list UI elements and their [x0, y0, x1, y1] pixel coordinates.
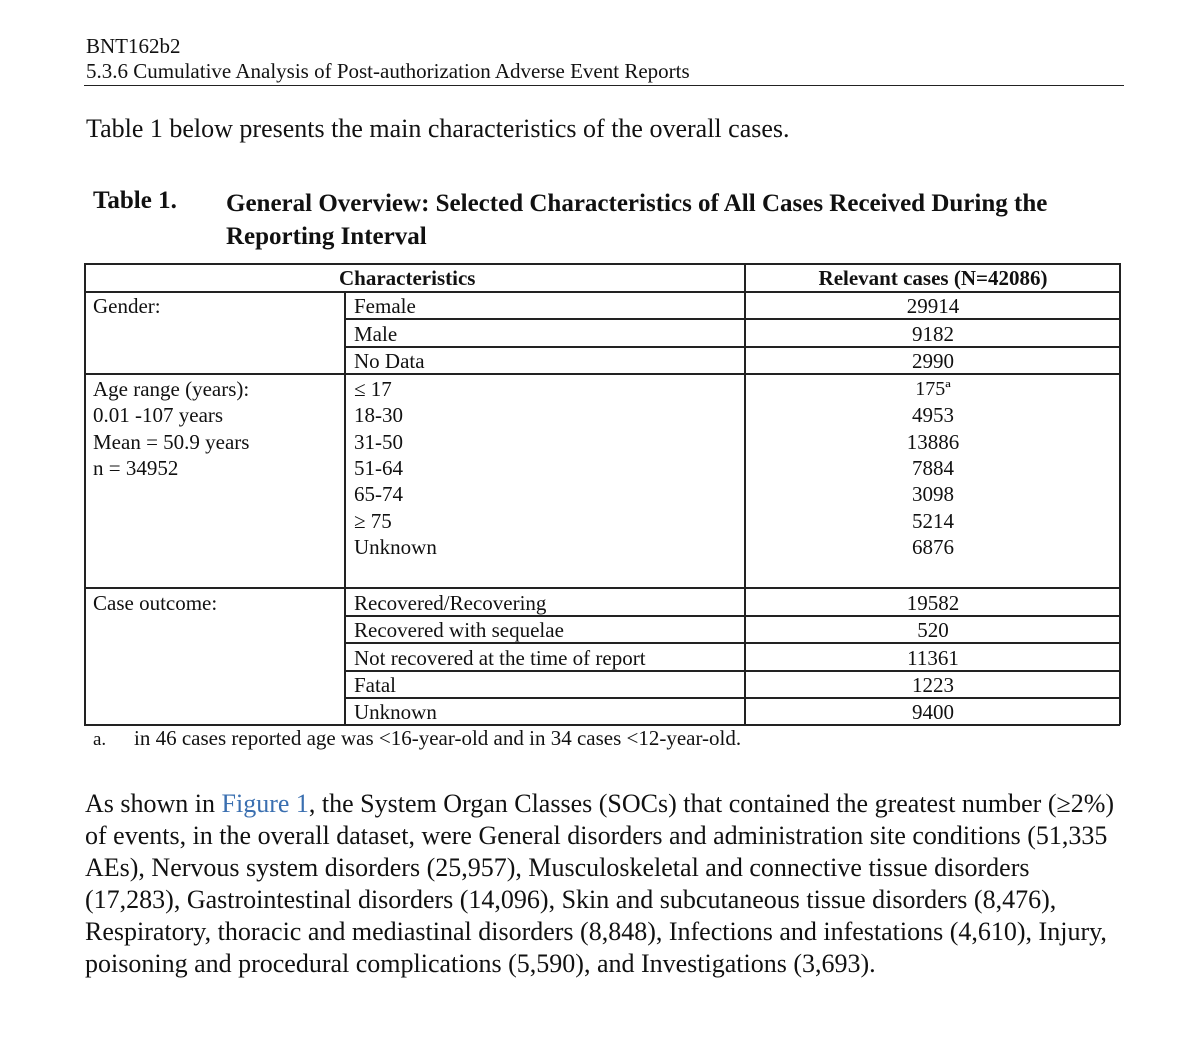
table-label: Table 1. — [93, 187, 177, 214]
column-header-relevant-cases: Relevant cases (N=42086) — [818, 266, 1048, 290]
age-row-label: ≥ 75 — [354, 509, 392, 533]
section-title: 5.3.6 Cumulative Analysis of Post-authorization Adverse Event Reports — [86, 59, 690, 83]
gender-male-label: Male — [354, 322, 398, 346]
age-mean: Mean = 50.9 years — [93, 430, 250, 454]
age-row-label: 65-74 — [354, 482, 403, 506]
outcome-row-value: 11361 — [907, 646, 959, 670]
gender-nodata-label: No Data — [354, 349, 425, 373]
outcome-row-label: Unknown — [354, 700, 437, 724]
gender-male-value: 9182 — [912, 322, 954, 346]
table-title: General Overview: Selected Characteristics of All Cases Received During the Reporting Interval — [226, 190, 1048, 250]
age-row-value: 13886 — [906, 430, 960, 454]
age-n: n = 34952 — [93, 456, 179, 480]
paragraph-lead: As shown in — [85, 789, 222, 818]
outcome-row-value: 9400 — [912, 700, 954, 724]
age-row-value: 3098 — [912, 482, 954, 506]
outcome-row-label: Recovered/Recovering — [354, 591, 547, 615]
summary-paragraph — [85, 788, 1125, 980]
column-header-characteristics: Characteristics — [339, 266, 476, 290]
age-row-label: Unknown — [354, 535, 437, 559]
document-id: BNT162b2 — [86, 34, 181, 58]
age-row-value: 5214 — [912, 509, 954, 533]
age-range-label: Age range (years): — [93, 377, 250, 401]
outcome-row-label: Not recovered at the time of report — [354, 646, 646, 670]
paragraph-body: , the System Organ Classes (SOCs) that contained the greatest number (≥2%) of events, in the overall dataset, were General disorders and administration site conditions (51,335 AEs), Nervous system disorders (25,957), Musculoskeletal and connective tissue disorders (17,283), Gastrointestinal disorders (14,096), Skin and subcutaneous tissue disorders (8,476), Respiratory, thoracic and mediastinal disorders (8,848), Infections and infestations (4,610), Injury, poisoning and procedural complications (5,590), and Investigations (3,693). — [85, 789, 1115, 978]
gender-female-label: Female — [354, 294, 416, 318]
table-border-left — [84, 263, 86, 725]
outcome-row-value: 1223 — [912, 673, 954, 697]
gender-nodata-value: 2990 — [912, 349, 954, 373]
footnote-marker: a. — [93, 729, 107, 750]
gender-female-value: 29914 — [906, 294, 960, 318]
age-row-label: ≤ 17 — [354, 377, 392, 401]
age-bottom-rule — [84, 587, 1120, 589]
outcome-row-label: Recovered with sequelae — [354, 618, 564, 642]
intro-sentence: Table 1 below presents the main characteristics of the overall cases. — [86, 114, 790, 143]
age-row-value: 175ª — [915, 378, 951, 400]
case-outcome-label: Case outcome: — [93, 591, 218, 615]
age-row-value: 7884 — [912, 456, 954, 480]
footnote-text: in 46 cases reported age was <16-year-old and in 34 cases <12-year-old. — [134, 726, 742, 750]
age-range-span: 0.01 -107 years — [93, 403, 224, 427]
gender-label: Gender: — [93, 294, 161, 318]
outcome-row-label: Fatal — [354, 673, 396, 697]
outcome-row-value: 520 — [917, 618, 949, 642]
column-divider-1 — [344, 291, 346, 725]
age-row-label: 18-30 — [354, 403, 403, 427]
age-row-value: 4953 — [912, 403, 954, 427]
figure-1-link[interactable]: Figure 1 — [221, 789, 309, 818]
outcome-row-value: 19582 — [906, 591, 960, 615]
age-row-label: 51-64 — [354, 456, 403, 480]
age-row-label: 31-50 — [354, 430, 403, 454]
age-row-value: 6876 — [912, 535, 954, 559]
